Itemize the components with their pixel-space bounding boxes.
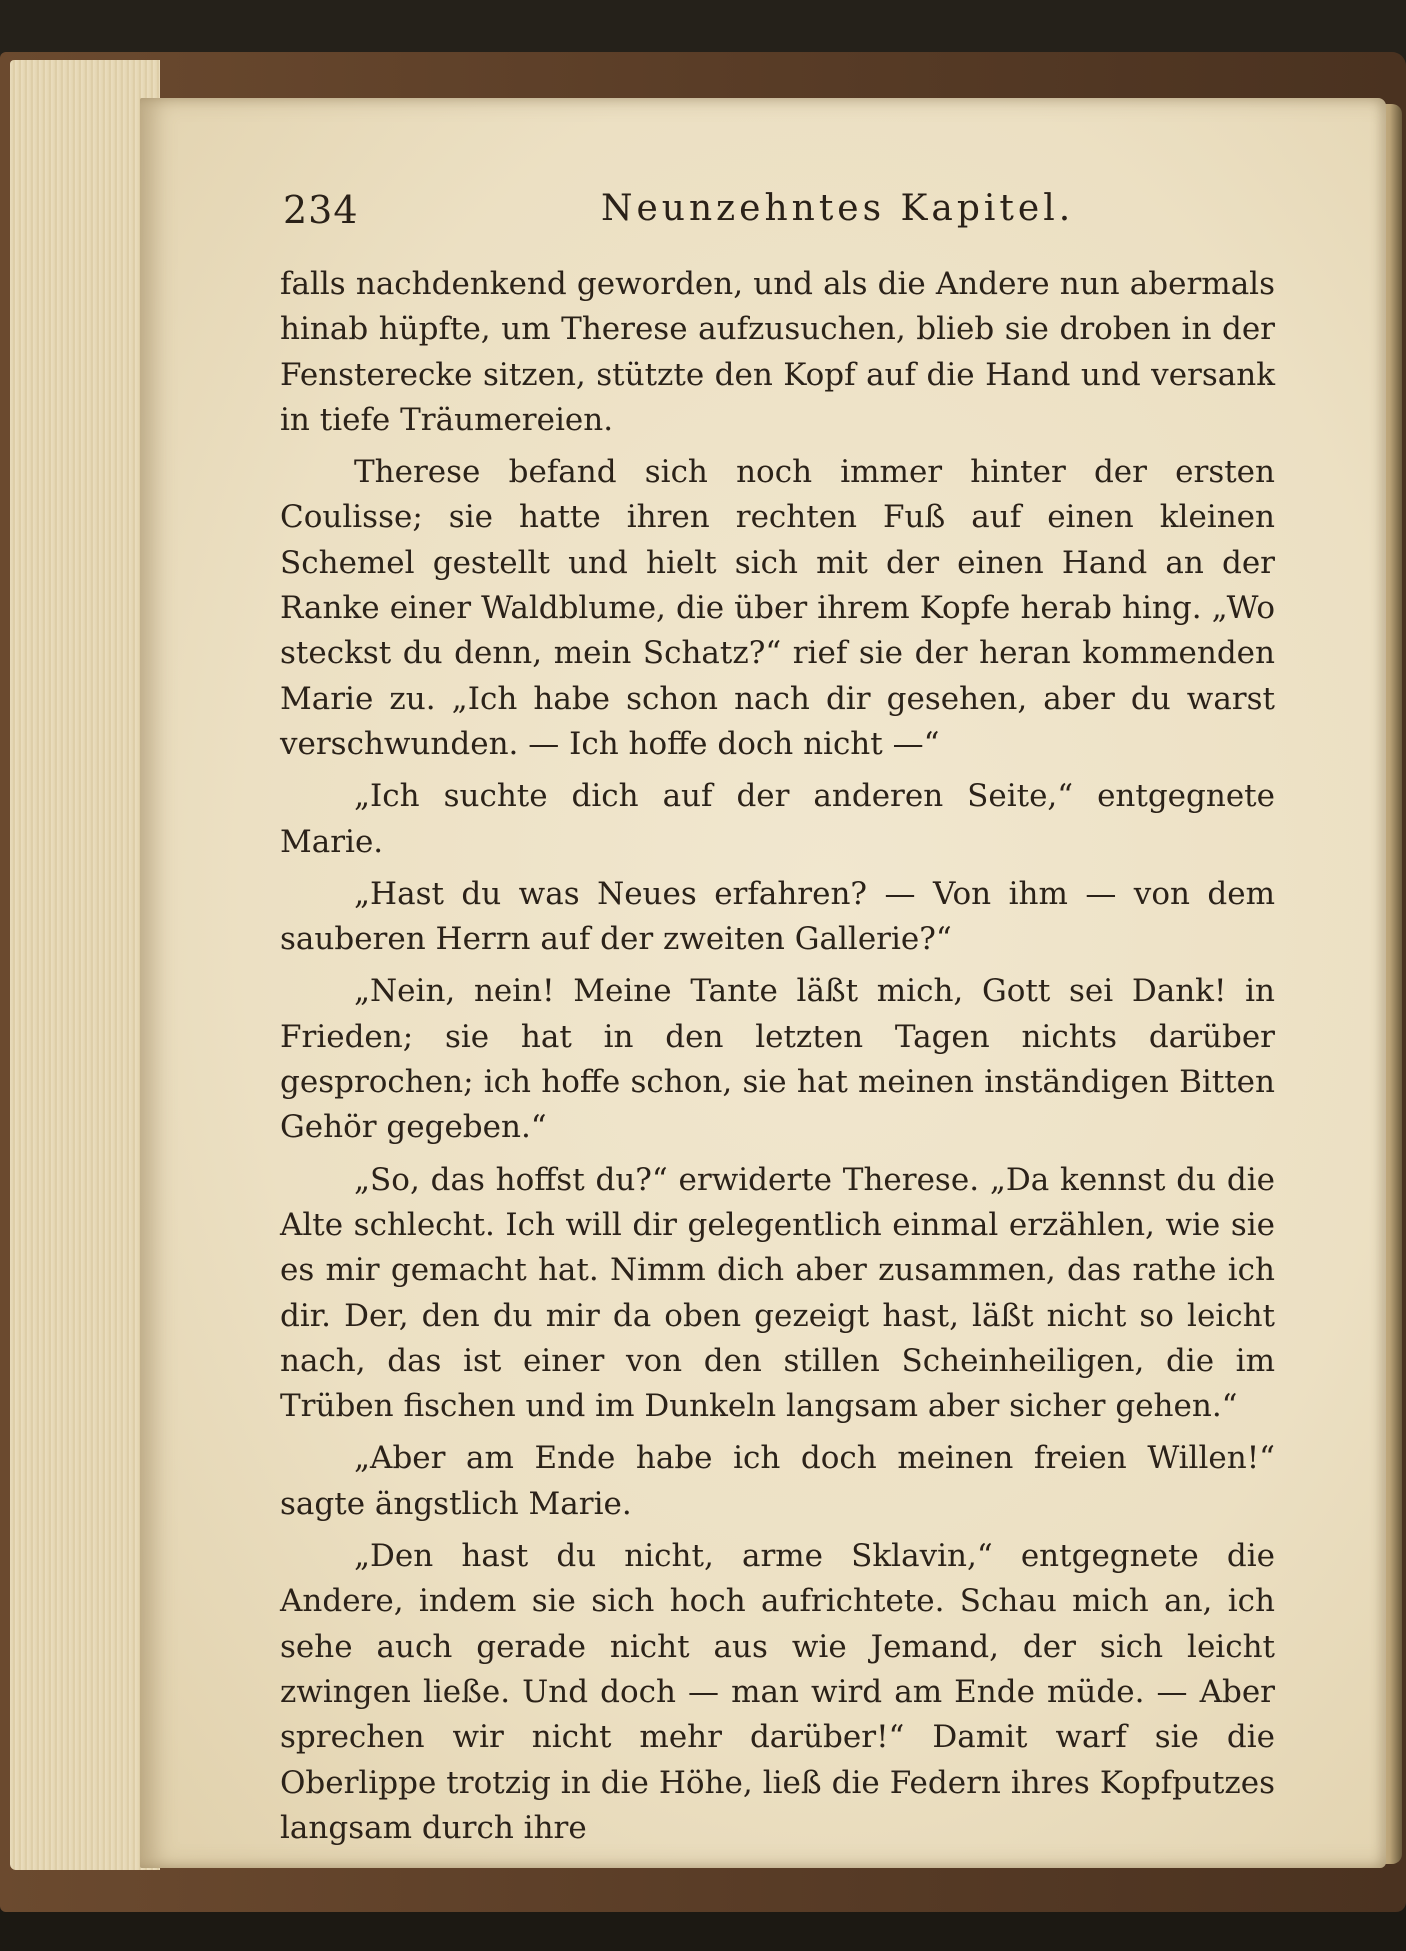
paragraph: Therese befand sich noch immer hinter der ersten Coulisse; sie hatte ihren rechten Fuß auf einen kleinen Schemel gestellt und hielt sich mit der einen Hand an der Ranke einer Waldblume, die über ihrem Kopfe herab hing. „Wo steckst du denn, mein Schatz?“ rief sie der heran kommenden Marie zu. „Ich habe schon nach dir gesehen, aber du warst verschwunden. — Ich hoffe doch nicht —“ — [280, 454, 1275, 762]
paragraph: „So, das hoffst du?“ erwiderte Therese. „Da kennst du die Alte schlecht. Ich will dir gelegentlich einmal erzählen, wie sie es mir gemacht hat. Nimm dich aber zusammen, das rathe ich dir. Der, den du mir da oben gezeigt hast, läßt nicht so leicht nach, das ist einer von den stillen Scheinheiligen, die im Trüben fischen und im Dunkeln langsam aber sicher gehen.“ — [280, 1161, 1275, 1425]
paragraph: „Nein, nein! Meine Tante läßt mich, Gott sei Dank! in Frieden; sie hat in den letzten Tagen nichts darüber gesprochen; ich hoffe schon, sie hat meinen inständigen Bitten Gehör gegeben.“ — [280, 973, 1275, 1146]
paragraph: „Den hast du nicht, arme Sklavin,“ entgegnete die Andere, indem sie sich hoch aufrichtete. Schau mich an, ich sehe auch gerade nicht aus wie Jemand, der sich leicht zwingen ließe. Und doch — man wird am Ende müde. — Aber sprechen wir nicht mehr darüber!“ Damit warf sie die Oberlippe trotzig in die Höhe, ließ die Federn ihres Kopfputzes langsam durch ihre — [280, 1538, 1275, 1846]
paragraph: „Hast du was Neues erfahren? — Von ihm — von dem sauberen Herrn auf der zweiten Gallerie?“ — [280, 875, 1275, 958]
running-head: Neunzehntes Kapitel. — [601, 188, 1075, 229]
page-edge-stack — [10, 60, 160, 1870]
page-header — [283, 178, 1283, 238]
paragraph: „Ich suchte dich auf der anderen Seite,“ entgegnete Marie. — [280, 778, 1275, 860]
page-number: 234 — [283, 188, 359, 232]
page-body-text — [280, 262, 1275, 1858]
paragraph: „Aber am Ende habe ich doch meinen freien Willen!“ sagte ängstlich Marie. — [280, 1440, 1275, 1522]
paragraph: falls nachdenkend geworden, und als die Andere nun abermals hinab hüpfte, um Therese aufzusuchen, blieb sie droben in der Fensterecke sitzen, stützte den Kopf auf die Hand und versank in tiefe Träumereien. — [280, 266, 1275, 438]
